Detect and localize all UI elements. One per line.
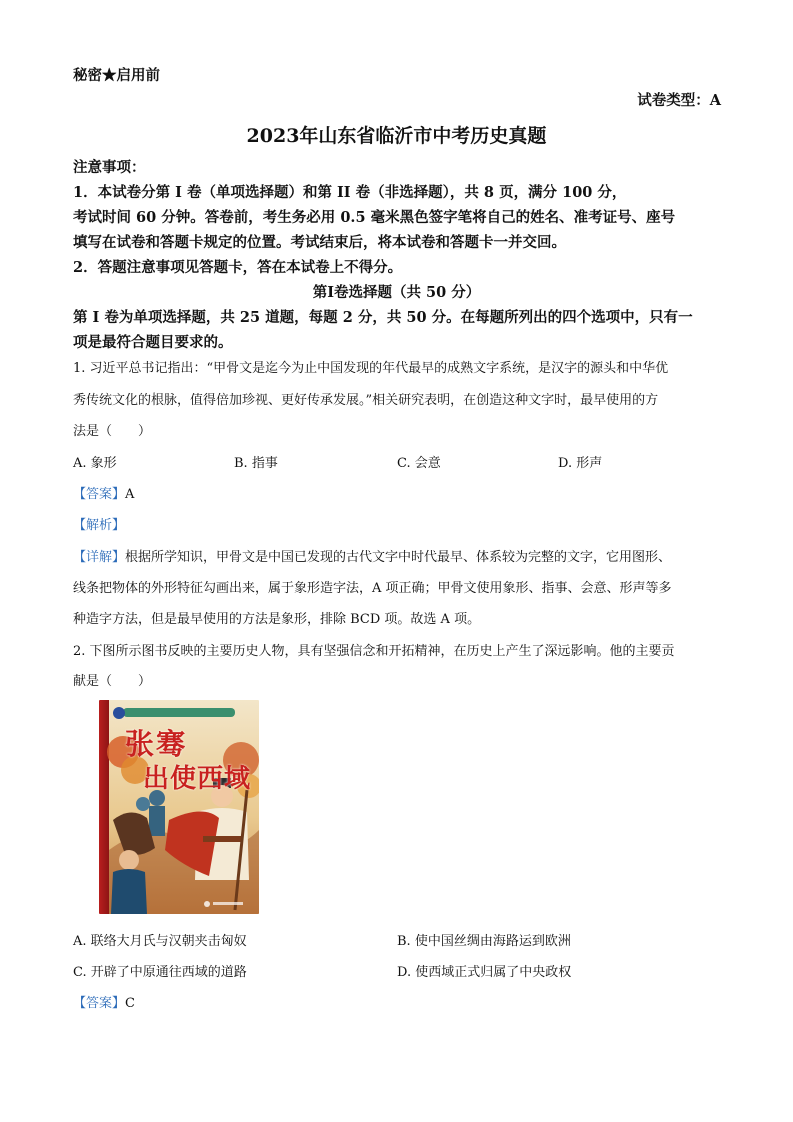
q1-option-d: D. 形声: [558, 456, 603, 471]
cover-title-line1: 张骞: [125, 727, 188, 761]
answer-tag: 【答案】: [73, 487, 126, 502]
q1-stem-line: 秀传统文化的根脉，值得倍加珍视、更好传承发展。”相关研究表明，在创造这种文字时，最早使用的方: [73, 393, 659, 408]
q1-detail-line: 种造字方法，但是最早使用的方法是象形，排除 BCD 项。故选 A 项。: [73, 612, 481, 627]
section-desc: 项是最符合题目要求的。: [73, 334, 233, 351]
notice-line: 1．本试卷分第 I 卷（单项选择题）和第 II 卷（非选择题），共 8 页，满分 100 分，: [73, 184, 627, 201]
section-desc: 第 I 卷为单项选择题，共 25 道题，每题 2 分，共 50 分。在每题所列出的四个选项中，只有一: [73, 309, 693, 326]
q2-option-c: C. 开辟了中原通往西域的道路: [73, 965, 247, 980]
q2-answer: [73, 992, 135, 1011]
q1-option-a: A. 象形: [73, 456, 117, 471]
q2-option-b: B. 使中国丝绸由海路运到欧洲: [397, 934, 571, 949]
paper-type-label: 试卷类型：A: [637, 92, 721, 109]
detail-text: 根据所学知识，甲骨文是中国已发现的古代文字中时代最早、体系较为完整的文字，它用图形、: [125, 550, 672, 565]
q2-option-a: A. 联络大月氏与汉朝夹击匈奴: [73, 934, 247, 949]
q2-stem-line: 2. 下图所示图书反映的主要历史人物，具有坚强信念和开拓精神，在历史上产生了深远影响。他的主要贡: [73, 644, 675, 659]
q1-option-c: C. 会意: [397, 456, 441, 471]
book-cover-image: [99, 700, 259, 914]
q1-answer: [73, 483, 134, 502]
cover-title-line2: 出使西域: [143, 764, 252, 794]
notice-line: 填写在试卷和答题卡规定的位置。考试结束后，将本试卷和答题卡一并交回。: [73, 234, 566, 251]
notice-line: 2．答题注意事项见答题卡，答在本试卷上不得分。: [73, 259, 403, 276]
q1-stem-line: 法是（ ）: [73, 424, 152, 439]
q1-stem-line: 1. 习近平总书记指出：“甲骨文是迄今为止中国发现的年代最早的成熟文字系统，是汉字的源头和中华优: [73, 361, 669, 376]
confidential-label: 秘密★启用前: [73, 67, 160, 84]
q2-stem-line: 献是（ ）: [73, 674, 152, 689]
notice-heading: 注意事项：: [73, 159, 146, 176]
answer-value: C: [125, 996, 135, 1011]
notice-line: 考试时间 60 分钟。答卷前，考生务必用 0.5 毫米黑色签字笔将自己的姓名、准考证号、座号: [73, 209, 676, 226]
q1-detail-line: 线条把物体的外形特征勾画出来，属于象形造字法，A 项正确；甲骨文使用象形、指事、会意、形声等多: [73, 581, 672, 596]
q1-detail-line: [73, 546, 671, 565]
q1-option-b: B. 指事: [234, 456, 278, 471]
detail-tag: 【详解】: [73, 550, 126, 565]
answer-tag: 【答案】: [73, 996, 126, 1011]
answer-value: A: [125, 487, 135, 502]
section-title: 第Ⅰ卷选择题（共 50 分）: [312, 284, 481, 301]
q1-analysis-tag: 【解析】: [73, 518, 126, 533]
page-title: 2023年山东省临沂市中考历史真题: [246, 125, 547, 147]
q2-option-d: D. 使西域正式归属了中央政权: [397, 965, 572, 980]
